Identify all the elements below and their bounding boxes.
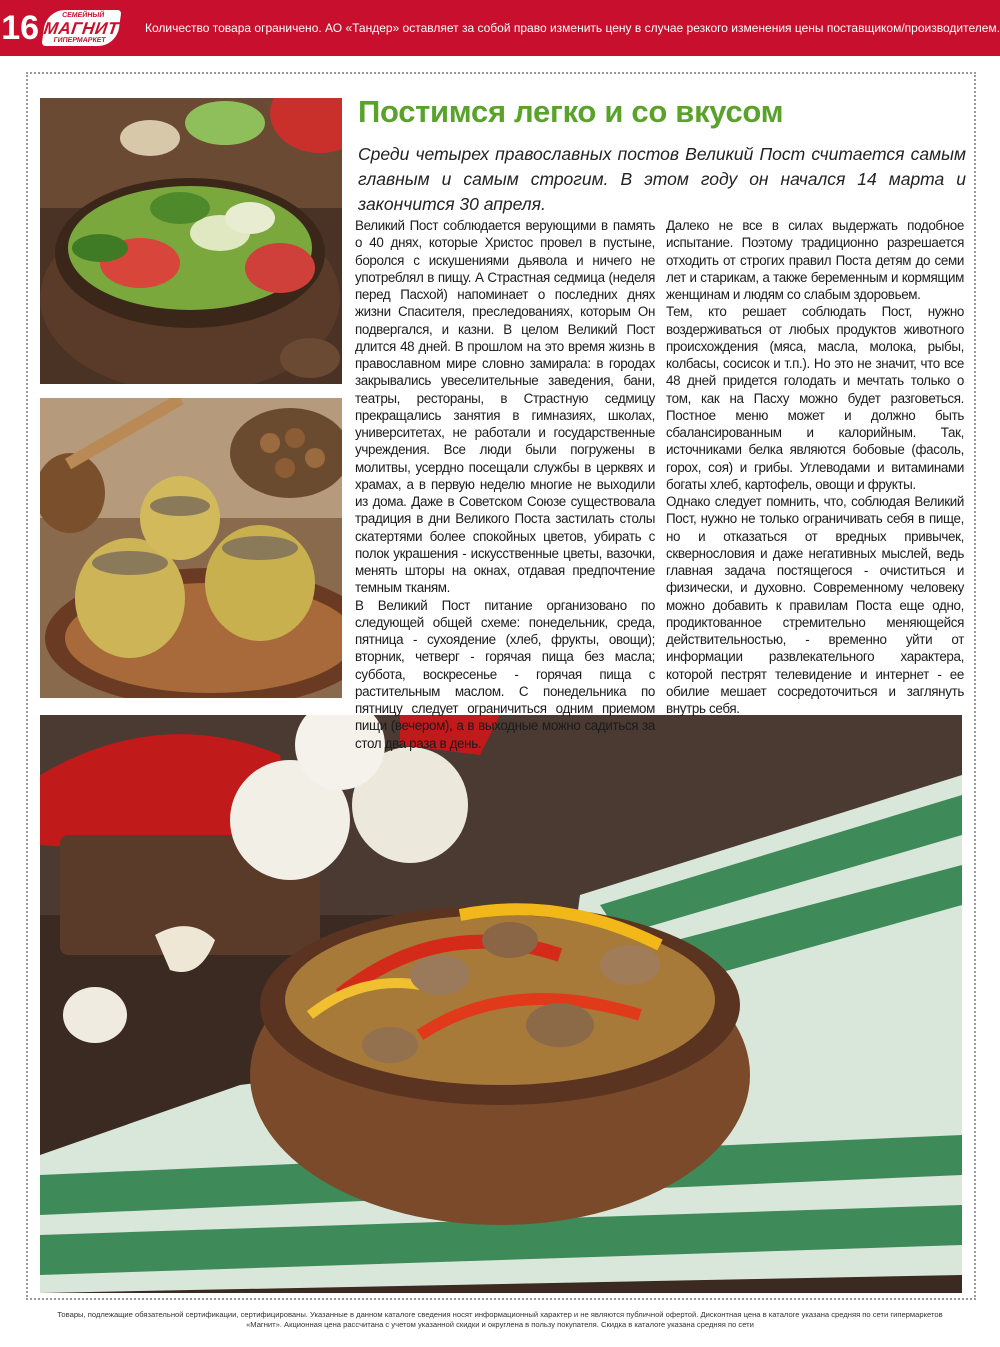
- legal-disclaimer: Товары, подлежащие обязательной сертификации, сертифицированы. Указанные в данном каталоге сведения носят информационный характер и не являются публичной офертой. Дисконтная цена в каталоге указана средняя по сети гипермаркетов «Магнит». Акционная цена рассчитана с учетом указанной скидки и округлена в пользу покупателя. Скидка в каталоге указана средняя по сети: [57, 1310, 943, 1329]
- top-banner: [0, 0, 1000, 56]
- baked-apples-photo: [40, 398, 342, 698]
- paragraph: Великий Пост соблюдается верующими в память о 40 днях, которые Христос провел в пустыне, боролся с искушениями дьявола и ничего не употреблял в пищу. А Страстная седмица (неделя перед Пасхой) напоминает о последних днях жизни Спасителя, преследованиях, которым Он подвергался, и казни. В целом Великий Пост длится 48 дней. В прошлом на это время жизнь в православном мире словно замирала: в городах закрывались увеселительные заведения, бани, театры, рестораны, в Страстную седмицу прекращались занятия в гимназиях, школах, университетах, не работали и государственные учреждения. Все люди были погружены в молитвы, усердно посещали службы в церквях и храмах, а в первую неделю многие не выходили из дома. Даже в Советском Союзе существовала традиция в дни Великого Поста застилать столы скатертями более спокойных цветов, убирать с полок украшения - искусственные цветы, вазочки, менять шторы на окнах, отдавая предпочтение темным тканям.: [355, 218, 655, 596]
- text-column-right: [666, 217, 964, 717]
- paragraph: Тем, кто решает соблюдать Пост, нужно воздерживаться от любых продуктов животного происхождения (мяса, масла, молока, рыбы, колбасы, сосисок и т.п.). Но это не значит, что все 48 дней придется голодать и мечтать только о том, как на Пасху можно будет разговеться. Постное меню может и должно быть сбалансированным и калорийным. Так, источниками белка являются бобовые (фасоль, горох, соя) и грибы. Углеводами и витаминами богаты хлеб, картофель, овощи и фрукты.: [666, 304, 964, 492]
- text-column-left: [355, 217, 655, 752]
- paragraph: В Великий Пост питание организовано по следующей общей схеме: понедельник, среда, пятница - сухоядение (хлеб, фрукты, овощи); вторник, четверг - горячая пища без масла; суббота, воскресенье - горячая пища с растительным маслом. С понедельника по пятницу следует ограничиться одним приемом пищи (вечером), а в выходные можно садиться за стол два раза в день.: [355, 597, 655, 751]
- article-lead: Среди четырех православных постов Великий Пост считается самым главным и самым строгим. В этом году он начался 14 марта и закончится 30 апреля.: [358, 144, 966, 214]
- mushroom-dish-photo: [40, 715, 962, 1293]
- logo-bottom-text: ГИПЕРМАРКЕТ: [53, 36, 107, 44]
- paragraph: Однако следует помнить, что, соблюдая Великий Пост, нужно не только ограничивать себя в пище, но и отказаться от вредных привычек, сквернословия и даже негативных мыслей, ведь главная задача постящегося - очиститься и физически, и духовно. Современному человеку можно добавить к правилам Поста еще одно, продиктованное стремительно меняющейся действительностью, - временно уйти от информации развлекательного характера, которой пестрят телевидение и интернет - ее обилие мешает сосредоточиться и заглянуть внутрь себя.: [666, 494, 964, 716]
- page-number: 16: [1, 9, 40, 47]
- price-notice: Количество товара ограничено. АО «Тандер» оставляет за собой право изменить цену в случае резкого изменения цены поставщиком/производителем.: [145, 21, 1000, 35]
- paragraph: Далеко не все в силах выдержать подобное испытание. Поэтому традиционно разрешается отходить от строгих правил Поста детям до семи лет и старикам, а также беременным и кормящим женщинам и людям со слабым здоровьем.: [666, 218, 964, 302]
- article-title: Постимся легко и со вкусом: [358, 94, 784, 129]
- logo-main-text: МАГНИТ: [42, 18, 121, 38]
- logo-top-text: СЕМЕЙНЫЙ: [61, 11, 106, 19]
- salad-photo: [40, 98, 342, 384]
- magnit-logo: [42, 10, 122, 46]
